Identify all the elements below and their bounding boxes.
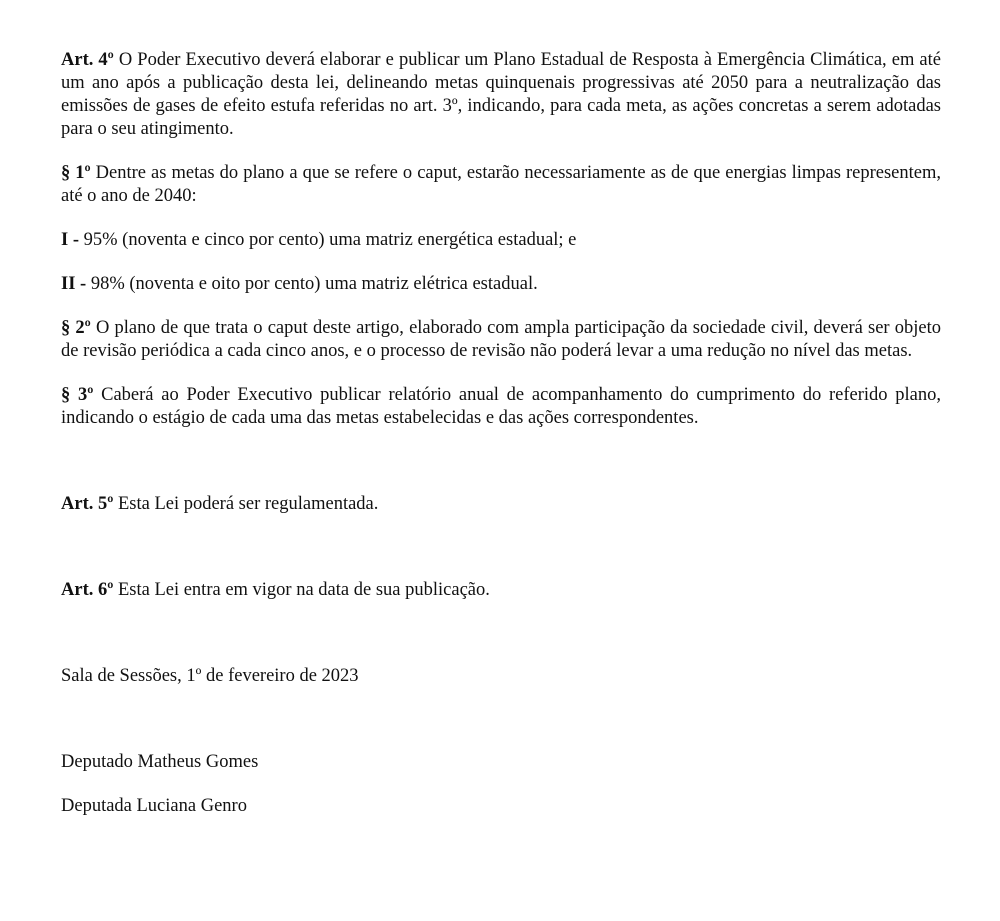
article-4-paragraph-1 [61, 162, 941, 208]
article-4-label: Art. 4º [61, 50, 114, 70]
article-6-label: Art. 6º [61, 580, 114, 600]
place-and-date: Sala de Sessões, 1º de fevereiro de 2023 [61, 666, 359, 686]
article-4-item-2 [61, 273, 941, 296]
article-6-text: Esta Lei entra em vigor na data de sua publicação. [113, 580, 490, 600]
article-5-text: Esta Lei poderá ser regulamentada. [113, 494, 379, 514]
article-5-label: Art. 5º [61, 494, 114, 514]
paragraph-3-text: Caberá ao Poder Executivo publicar relatório anual de acompanhamento do cumprimento do referido plano, indicando o estágio de cada uma das metas estabelecidas e das ações correspondentes. [61, 385, 941, 428]
article-4 [61, 49, 941, 141]
paragraph-3-label: § 3º [61, 385, 94, 405]
article-4-paragraph-3 [61, 384, 941, 430]
item-2-text: 98% (noventa e oito por cento) uma matriz elétrica estadual. [86, 274, 538, 294]
item-2-label: II - [61, 274, 87, 294]
article-5 [61, 493, 941, 516]
paragraph-1-label: § 1º [61, 163, 91, 183]
article-4-text: O Poder Executivo deverá elaborar e publicar um Plano Estadual de Resposta à Emergência Climática, em até um ano após a publicação desta lei, delineando metas quinquenais progressivas até 2050 para a neutralização das emissões de gases de efeito estufa referidas no art. 3º, indicando, para cada meta, as ações concretas a serem adotadas para o seu atingimento. [61, 50, 941, 139]
article-4-item-1 [61, 229, 941, 252]
item-1-text: 95% (noventa e cinco por cento) uma matriz energética estadual; e [79, 230, 577, 250]
document-body [61, 49, 941, 818]
item-1-label: I - [61, 230, 79, 250]
signature-2: Deputada Luciana Genro [61, 796, 247, 816]
paragraph-1-text: Dentre as metas do plano a que se refere o caput, estarão necessariamente as de que energias limpas representem, até o ano de 2040: [61, 163, 941, 206]
signature-1: Deputado Matheus Gomes [61, 752, 259, 772]
paragraph-2-text: O plano de que trata o caput deste artigo, elaborado com ampla participação da sociedade civil, deverá ser objeto de revisão periódica a cada cinco anos, e o processo de revisão não poderá levar a uma redução no nível das metas. [61, 318, 941, 361]
paragraph-2-label: § 2º [61, 318, 91, 338]
article-6 [61, 579, 941, 602]
article-4-paragraph-2 [61, 317, 941, 363]
